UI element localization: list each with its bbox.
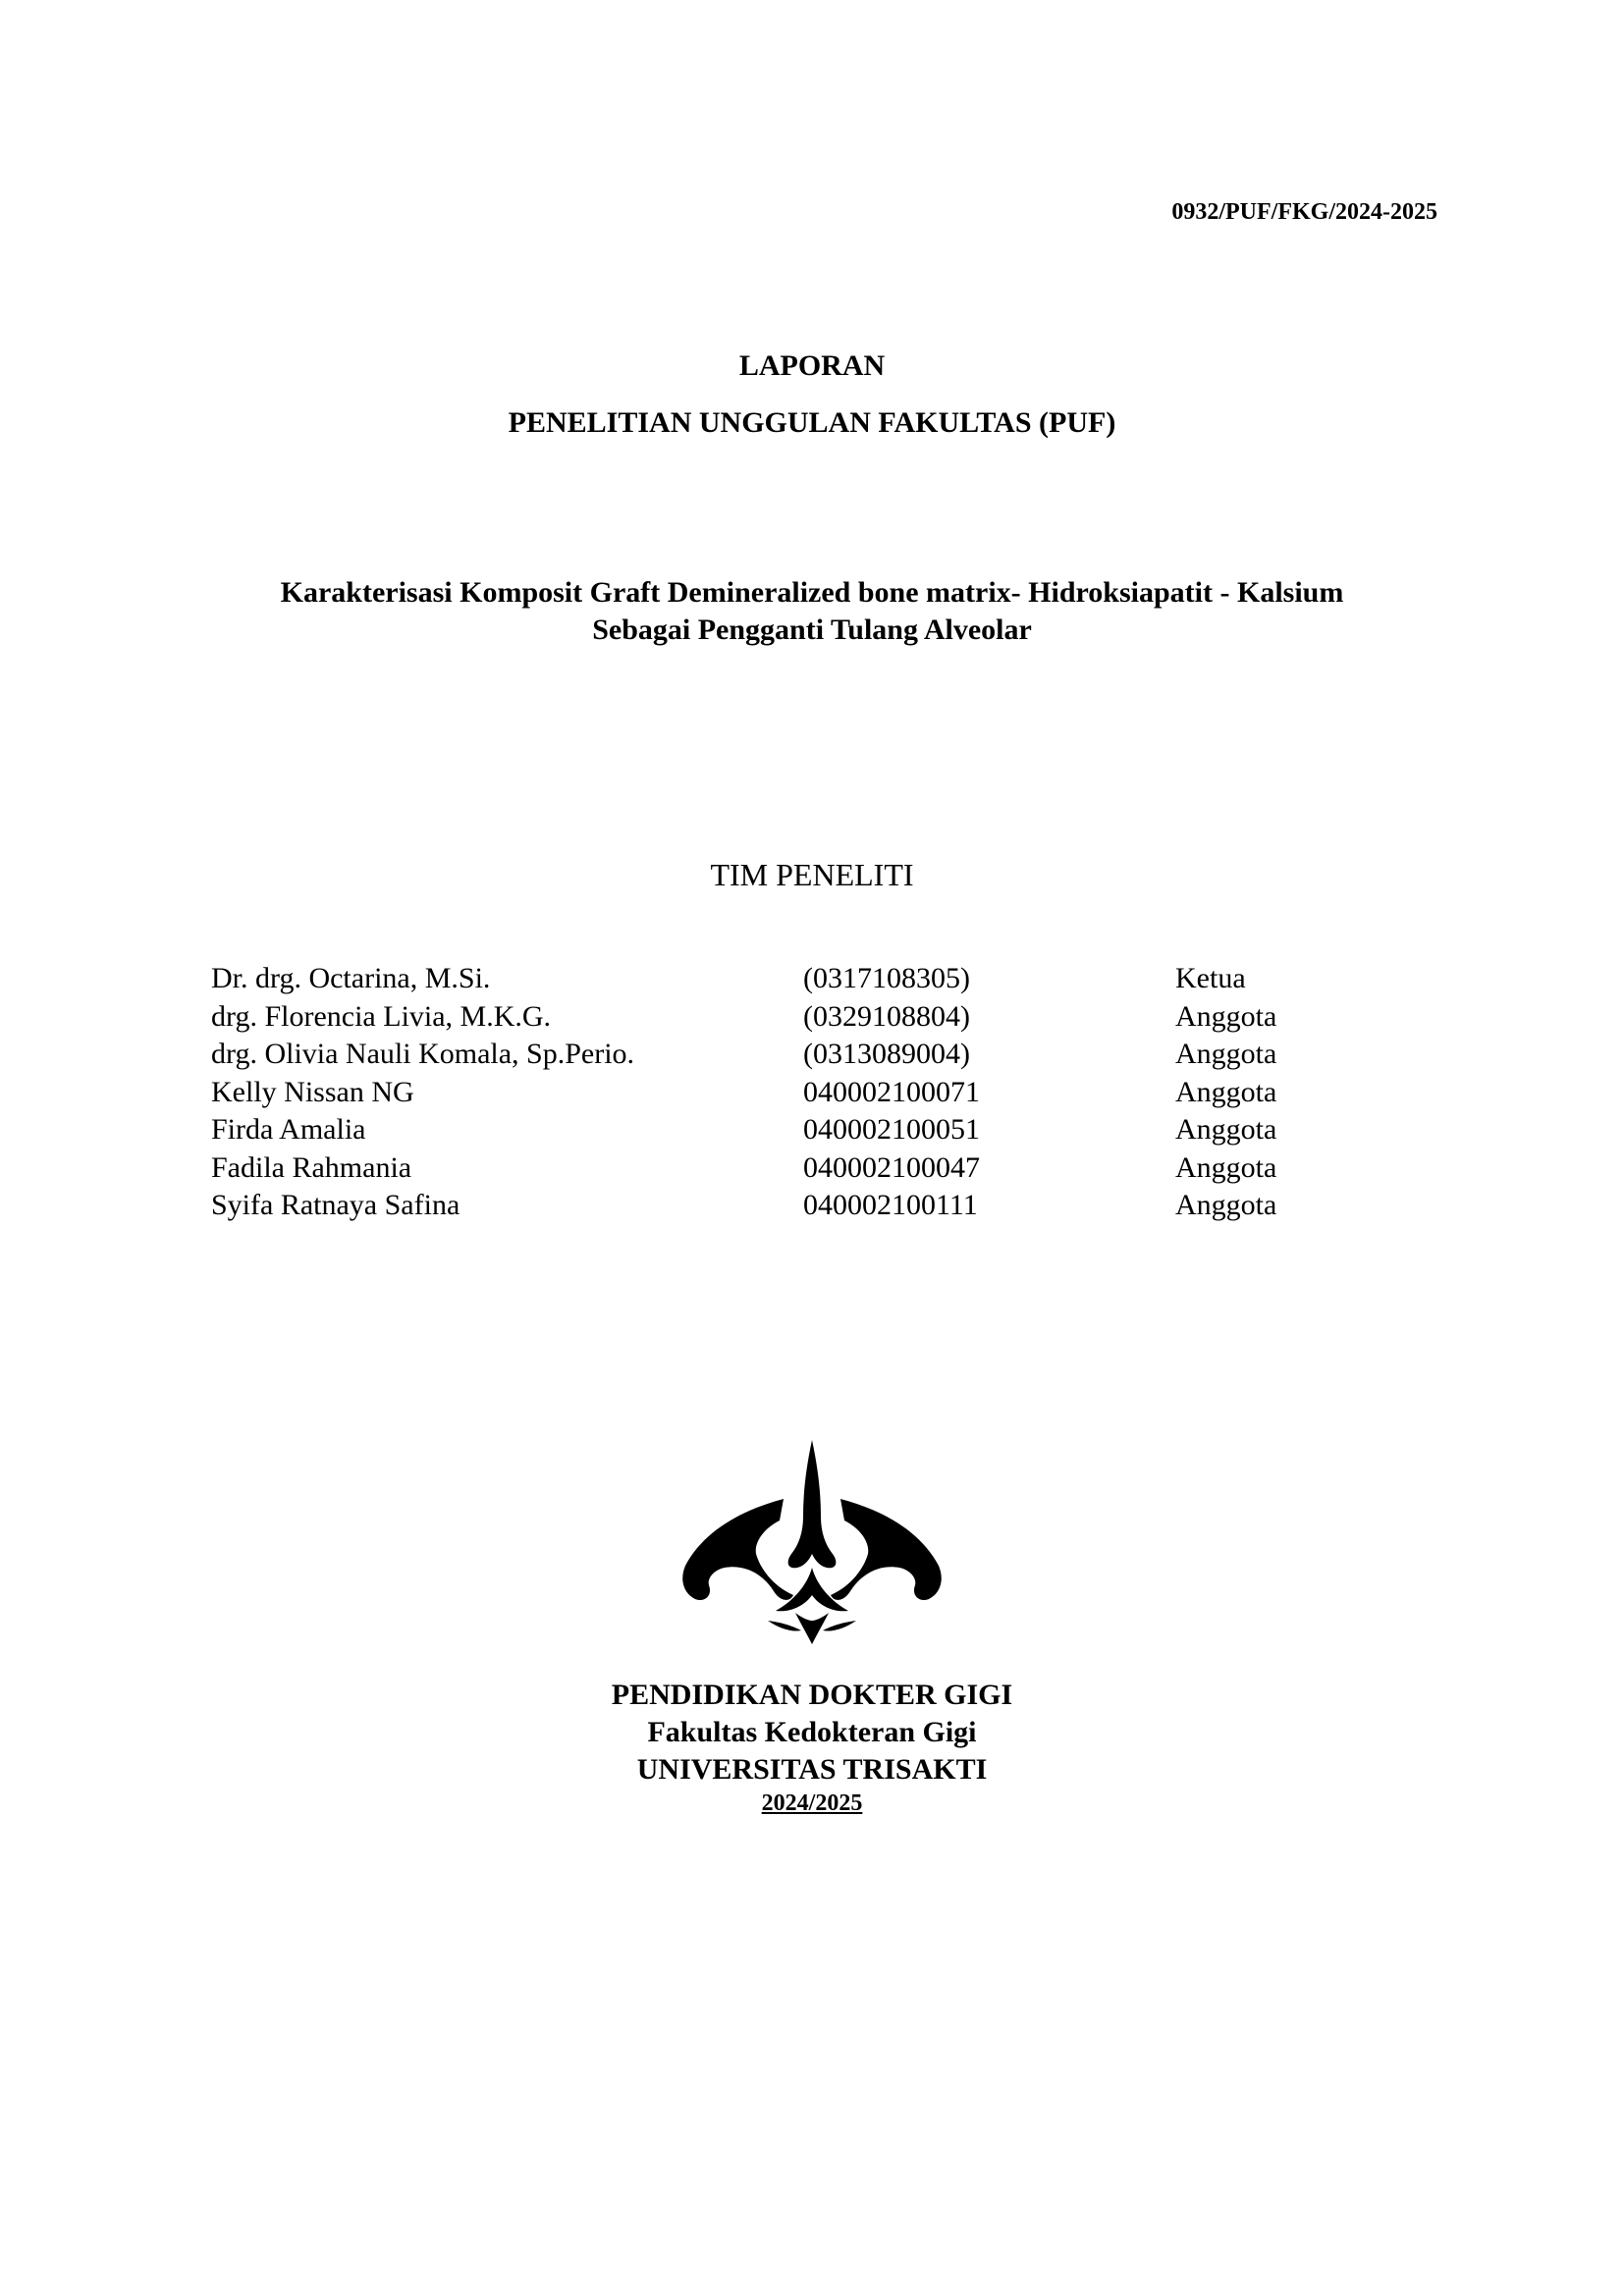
research-title-line-1: Karakterisasi Komposit Graft Demineralized bone matrix- Hidroksiapatit - Kalsium (280, 576, 1344, 609)
program-name: PENDIDIKAN DOKTER GIGI (611, 1679, 1013, 1711)
table-row (211, 1111, 1323, 1149)
member-role: Anggota (1175, 1075, 1277, 1108)
member-id: (0317108305) (803, 962, 970, 994)
member-name: Fadila Rahmania (211, 1150, 412, 1184)
member-role: Anggota (1175, 999, 1277, 1033)
trisakti-emblem-icon (677, 1438, 947, 1646)
institution-footer (0, 1677, 1624, 1818)
report-title: LAPORAN (738, 349, 886, 382)
member-id: 040002100051 (803, 1113, 980, 1146)
report-subtitle: PENELITIAN UNGGULAN FAKULTAS (PUF) (508, 406, 1116, 439)
member-id: 040002100047 (803, 1150, 980, 1184)
member-name: Firda Amalia (211, 1113, 366, 1146)
member-name: Syifa Ratnaya Safina (211, 1189, 460, 1221)
research-title-line-2: Sebagai Pengganti Tulang Alveolar (592, 614, 1032, 646)
member-role: Anggota (1175, 1150, 1277, 1184)
member-role: Ketua (1175, 962, 1246, 994)
table-row (211, 1074, 1323, 1112)
table-row (211, 1036, 1323, 1074)
team-members-table (211, 960, 1323, 1225)
member-id: (0329108804) (803, 999, 970, 1033)
member-id: 040002100071 (803, 1075, 980, 1108)
member-role: Anggota (1175, 1113, 1277, 1146)
member-role: Anggota (1175, 1038, 1277, 1070)
academic-year: 2024/2025 (761, 1790, 863, 1816)
table-row (211, 998, 1323, 1037)
member-role: Anggota (1175, 1189, 1277, 1221)
university-name: UNIVERSITAS TRISAKTI (636, 1753, 988, 1786)
member-id: (0313089004) (803, 1038, 970, 1070)
member-name: Dr. drg. Octarina, M.Si. (211, 962, 491, 994)
team-heading: TIM PENELITI (710, 857, 914, 892)
table-row (211, 1149, 1323, 1188)
document-number: 0932/PUF/FKG/2024-2025 (1171, 199, 1437, 225)
member-name: drg. Olivia Nauli Komala, Sp.Perio. (211, 1038, 635, 1070)
member-name: drg. Florencia Livia, M.K.G. (211, 999, 552, 1033)
faculty-name: Fakultas Kedokteran Gigi (647, 1716, 977, 1748)
member-name: Kelly Nissan NG (211, 1075, 414, 1108)
table-row (211, 960, 1323, 998)
research-title (0, 574, 1624, 649)
member-id: 040002100111 (803, 1189, 978, 1221)
table-row (211, 1187, 1323, 1225)
